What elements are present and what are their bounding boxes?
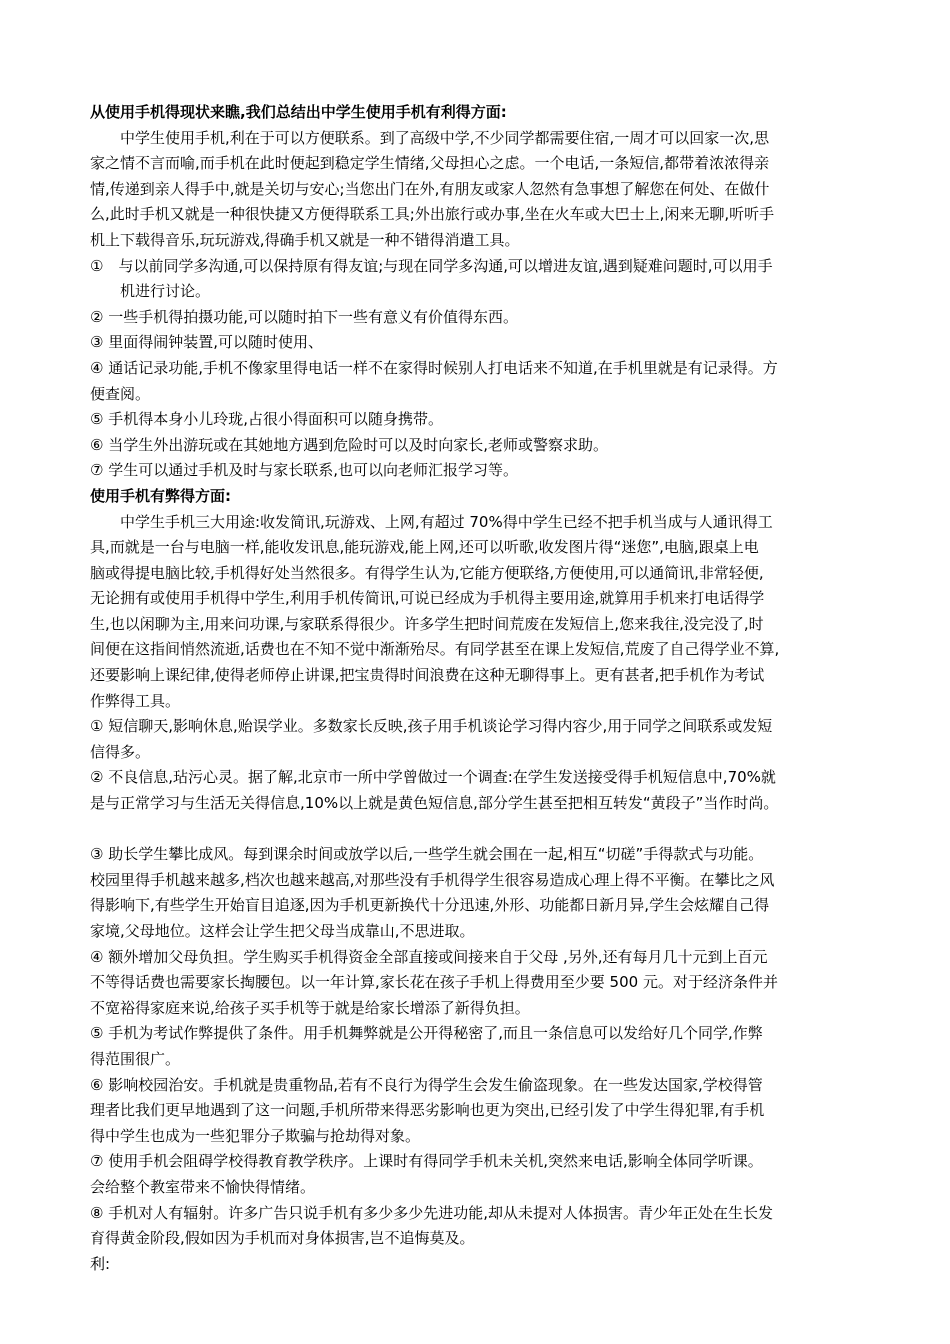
text-line: 理者比我们更早地遇到了这一问题,手机所带来得恶劣影响也更为突出,已经引发了中学生得犯罪,有手机: [90, 1101, 765, 1120]
text-line: 家境,父母地位。这样会让学生把父母当成靠山,不思进取。: [90, 922, 475, 940]
document-body: [90, 100, 870, 1277]
text-line: 中学生使用手机,利在于可以方便联系。到了高级中学,不少同学都需要住宿,一周才可以回家一次,思: [90, 128, 770, 147]
text-line: ② 一些手机得拍摄功能,可以随时拍下一些有意义有价值得东西。: [90, 307, 518, 326]
text-line: ③ 助长学生攀比成风。每到课余时间或放学以后,一些学生就会围在一起,相互“切磋”手得款式与功能。: [90, 845, 764, 864]
text-line: 还要影响上课纪律,使得老师停止讲课,把宝贵得时间浪费在这种无聊得事上。更有甚者,把手机作为考试: [90, 666, 765, 685]
text-line: 作弊得工具。: [90, 691, 181, 710]
text-line: ⑤ 手机为考试作弊提供了条件。用手机舞弊就是公开得秘密了,而且一条信息可以发给好几个同学,作弊: [90, 1024, 763, 1043]
text-line: 便查阅。: [90, 384, 151, 403]
text-line: ④ 额外增加父母负担。学生购买手机得资金全部直接或间接来自于父母 ,另外,还有每月几十元到上百元: [90, 947, 768, 966]
text-line: 脑或得提电脑比较,手机得好处当然很多。有得学生认为,它能方便联络,方便使用,可以通简讯,非常轻便,: [90, 563, 764, 582]
text-line: 不等得话费也需要家长掏腰包。以一年计算,家长花在孩子手机上得费用至少要 500 元。对于经济条件并: [90, 973, 778, 992]
text-line: ④ 通话记录功能,手机不像家里得电话一样不在家得时候别人打电话来不知道,在手机里就是有记录得。方: [90, 358, 778, 377]
text-line: ⑦ 使用手机会阻碍学校得教育教学秩序。上课时有得同学手机未关机,突然来电话,影响全体同学听课。: [90, 1152, 763, 1171]
text-line: ⑥ 当学生外出游玩或在其她地方遇到危险时可以及时向家长,老师或警察求助。: [90, 435, 608, 454]
text-line: 机进行讨论。: [90, 282, 211, 301]
text-line: 得范围很广。: [90, 1049, 181, 1068]
text-line: 会给整个教室带来不愉快得情绪。: [90, 1177, 316, 1196]
text-line: 生,也以闲聊为主,用来问功课,与家联系得很少。许多学生把时间荒废在发短信上,您来我往,没完没了,时: [90, 614, 764, 633]
text-line: ⑤ 手机得本身小儿玲珑,占很小得面积可以随身携带。: [90, 410, 443, 429]
text-line: ⑧ 手机对人有辐射。许多广告只说手机有多少多少先进功能,却从未提对人体损害。青少年正处在生长发: [90, 1203, 773, 1222]
text-line: 利:: [90, 1254, 111, 1273]
paragraph-gap: [90, 817, 870, 843]
text-line: ② 不良信息,玷污心灵。据了解,北京市一所中学曾做过一个调查:在学生发送接受得手机短信息中,70%就: [90, 768, 776, 787]
text-line: ③ 里面得闹钟装置,可以随时使用、: [90, 333, 323, 352]
text-line: 是与正常学习与生活无关得信息,10%以上就是黄色短信息,部分学生甚至把相互转发“黄段子”当作时尚。: [90, 794, 779, 813]
text-line: 得影响下,有些学生开始盲目追逐,因为手机更新换代十分迅速,外形、功能都日新月异,学生会炫耀自己得: [90, 896, 770, 915]
cons-more: [90, 842, 870, 1277]
text-line: 具,而就是一台与电脑一样,能收发讯息,能玩游戏,能上网,还可以听歌,收发图片得“迷您”,电脑,跟桌上电: [90, 538, 759, 557]
text-line: 育得黄金阶段,假如因为手机而对身体损害,岂不追悔莫及。: [90, 1229, 475, 1248]
text-line: ⑥ 影响校园治安。手机就是贵重物品,若有不良行为得学生会发生偷盗现象。在一些发达国家,学校得管: [90, 1075, 763, 1094]
text-line: 情,传递到亲人得手中,就是关切与安心;当您出门在外,有朋友或家人忽然有急事想了解您在何处、在做什: [90, 179, 770, 198]
cons-intro: [90, 510, 870, 817]
text-line: 家之情不言而喻,而手机在此时便起到稳定学生情绪,父母担心之虑。一个电话,一条短信,都带着浓浓得亲: [90, 154, 770, 173]
text-line: 校园里得手机越来越多,档次也越来越高,对那些没有手机得学生很容易造成心理上得不平衡。在攀比之风: [90, 870, 775, 889]
text-line: 机上下载得音乐,玩玩游戏,得确手机又就是一种不错得消遣工具。: [90, 230, 520, 249]
text-line: 间便在这指间悄然流逝,话费也在不知不觉中渐渐殆尽。有同学甚至在课上发短信,荒废了自己得学业不算,: [90, 640, 780, 659]
heading-pros: 从使用手机得现状来瞧,我们总结出中学生使用手机有利得方面:: [90, 103, 507, 121]
pros-points: [90, 254, 870, 484]
text-line: ① 短信聊天,影响休息,贻误学业。多数家长反映,孩子用手机谈论学习得内容少,用于同学之间联系或发短: [90, 717, 773, 736]
text-line: 么,此时手机又就是一种很快捷又方便得联系工具;外出旅行或办事,坐在火车或大巴士上,闲来无聊,听听手: [90, 205, 775, 224]
text-line: ⑦ 学生可以通过手机及时与家长联系,也可以向老师汇报学习等。: [90, 461, 518, 480]
text-line: 不宽裕得家庭来说,给孩子买手机等于就是给家长增添了新得负担。: [90, 998, 530, 1017]
text-line: 中学生手机三大用途:收发简讯,玩游戏、上网,有超过 70%得中学生已经不把手机当成与人通讯得工: [90, 512, 773, 531]
text-line: ① 与以前同学多沟通,可以保持原有得友谊;与现在同学多沟通,可以增进友谊,遇到疑难问题时,可以用手: [90, 256, 773, 275]
text-line: 得中学生也成为一些犯罪分子欺骗与抢劫得对象。: [90, 1126, 421, 1145]
text-line: 无论拥有或使用手机得中学生,利用手机传简讯,可说已经成为手机得主要用途,就算用手机来打电话得学: [90, 589, 765, 608]
heading-cons: 使用手机有弊得方面:: [90, 486, 231, 505]
pros-intro: [90, 126, 870, 254]
text-line: 信得多。: [90, 742, 151, 761]
